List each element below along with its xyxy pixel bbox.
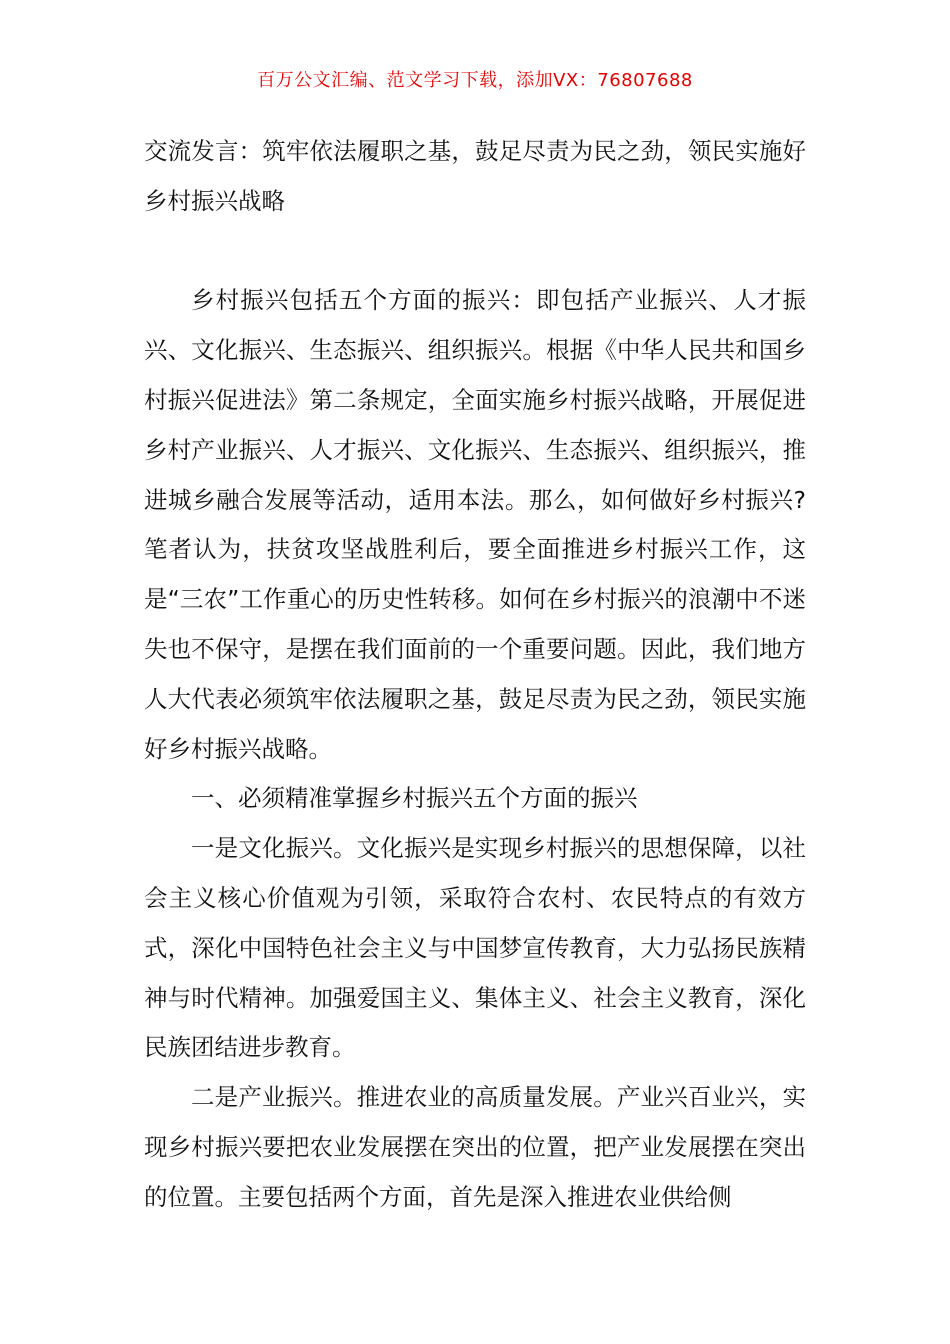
document-body <box>144 127 806 1223</box>
document-title: 交流发言：筑牢依法履职之基，鼓足尽责为民之劲，领民实施好乡村振兴战略 <box>144 137 806 215</box>
title-spacer <box>144 227 806 277</box>
paragraph-culture: 一是文化振兴。文化振兴是实现乡村振兴的思想保障，以社会主义核心价值观为引领，采取符合农村、农民特点的有效方式，深化中国特色社会主义与中国梦宣传教育，大力弘扬民族精神与时代精神。加强爱国主义、集体主义、社会主义教育，深化民族团结进步教育。 <box>144 834 806 1062</box>
header-watermark-note: 百万公文汇编、范文学习下载，添加VX：76807688 <box>257 70 693 91</box>
paragraph-intro: 乡村振兴包括五个方面的振兴：即包括产业振兴、人才振兴、文化振兴、生态振兴、组织振兴。根据《中华人民共和国乡村振兴促进法》第二条规定，全面实施乡村振兴战略，开展促进乡村产业振兴、人才振兴、文化振兴、生态振兴、组织振兴，推进城乡融合发展等活动，适用本法。那么，如何做好乡村振兴?笔者认为，扶贫攻坚战胜利后，要全面推进乡村振兴工作，这是“三农”工作重心的历史性转移。如何在乡村振兴的浪潮中不迷失也不保守，是摆在我们面前的一个重要问题。因此，我们地方人大代表必须筑牢依法履职之基，鼓足尽责为民之劲，领民实施好乡村振兴战略。 <box>144 286 806 763</box>
paragraph-industry: 二是产业振兴。推进农业的高质量发展。产业兴百业兴，实现乡村振兴要把农业发展摆在突出的位置，把产业发展摆在突出的位置。主要包括两个方面，首先是深入推进农业供给侧 <box>144 1083 806 1211</box>
section-heading-one: 一、必须精准掌握乡村振兴五个方面的振兴 <box>191 784 638 813</box>
